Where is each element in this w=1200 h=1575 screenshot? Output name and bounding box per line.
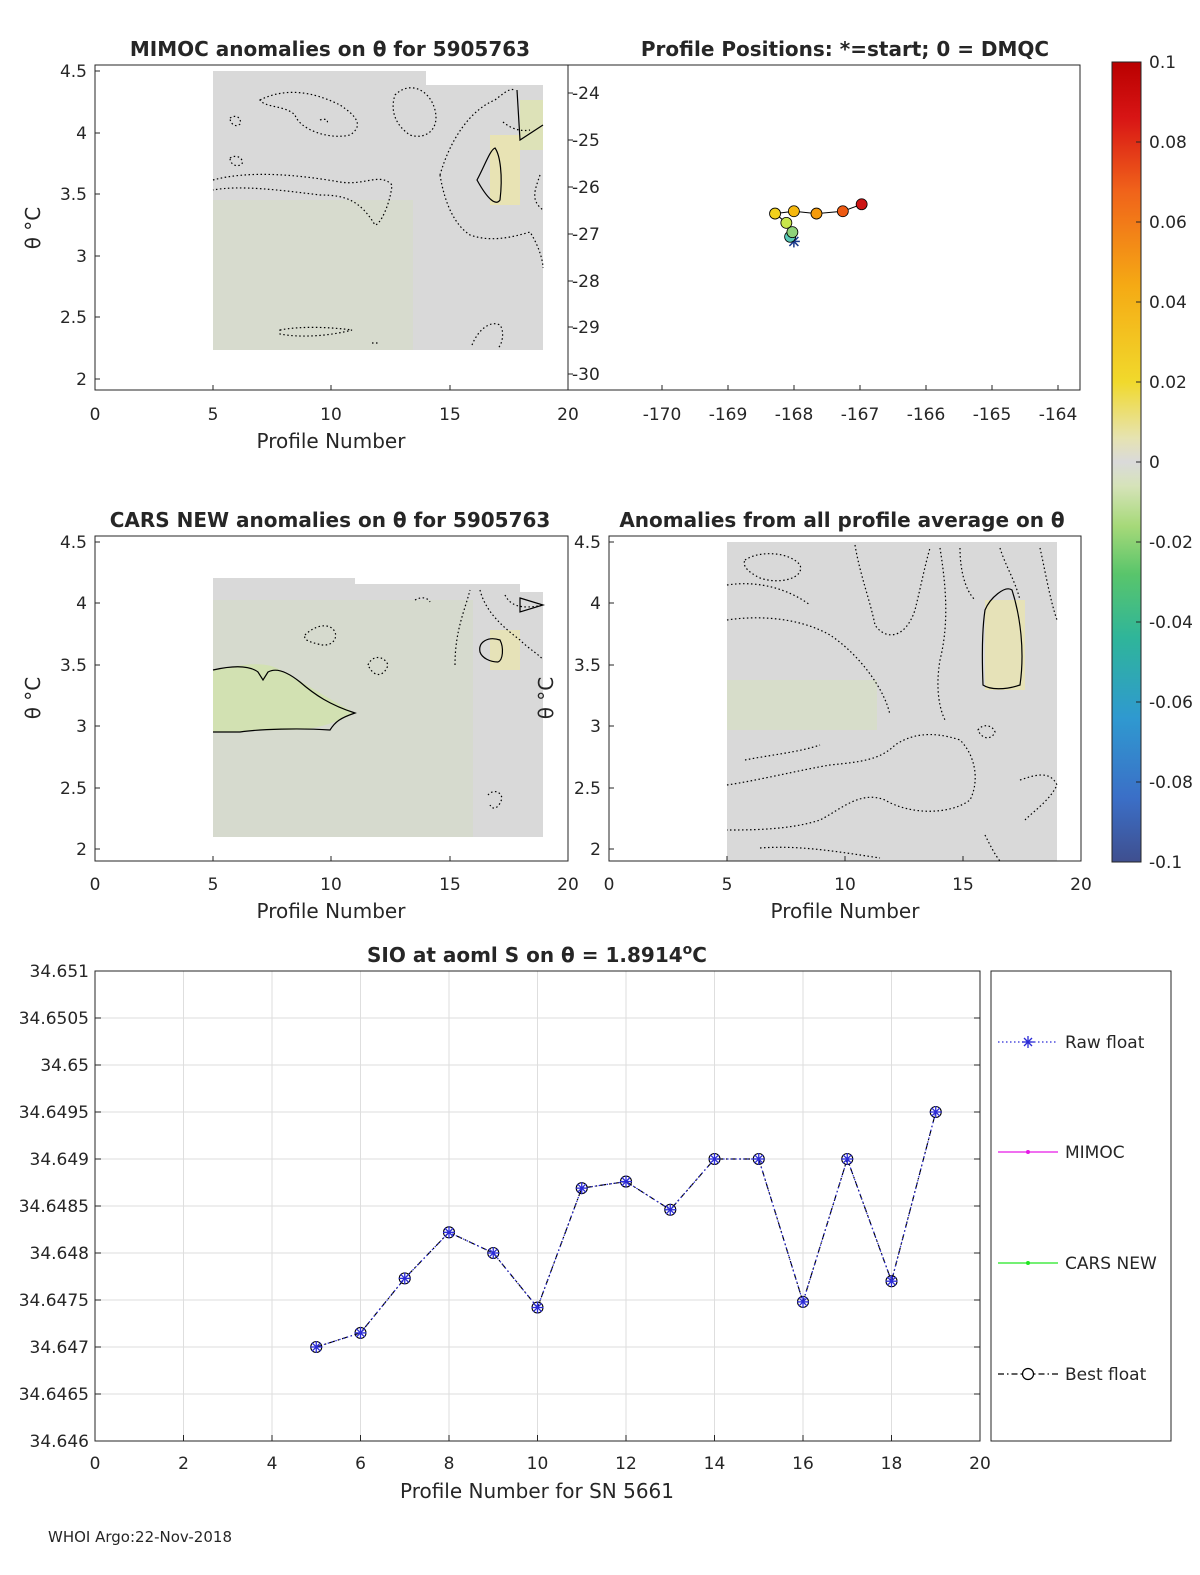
raw-float-point [443,1226,455,1238]
avg-ytick-4.5: 4.5 [573,533,601,553]
positions-ytick-28: -28 [572,272,600,292]
dot-marker-icon [1026,1150,1030,1154]
legend-best-float-label: Best float [1065,1365,1147,1385]
raw-float-point [664,1204,676,1216]
profile-position-point [770,208,781,219]
avg-xtick-10: 10 [834,875,856,895]
positions-ytick-27: -27 [572,225,600,245]
salinity-ytick-label: 34.651 [29,962,89,982]
mimoc-ytick-3: 3 [76,247,87,267]
cars-panel [21,508,579,923]
cars-xtick-5: 5 [207,875,219,895]
avg-ytick-3: 3 [590,717,601,737]
mimoc-positive-patch-2 [520,100,543,150]
circle-marker-icon [1023,1369,1034,1380]
salinity-ytick-label: 34.6505 [18,1009,89,1029]
mimoc-ytick-4.5: 4.5 [59,62,87,82]
cars-ytick-3: 3 [76,717,87,737]
raw-float-point [532,1302,544,1314]
cars-ylabel: θ °C [21,676,45,720]
salinity-xtick-label: 6 [355,1454,366,1474]
salinity-ytick-label: 34.646 [29,1432,89,1452]
positions-ytick-25: -25 [572,131,600,151]
positions-ytick-24: -24 [572,84,600,104]
cars-xlabel: Profile Number [256,899,406,923]
cars-positive-patch [490,630,520,670]
raw-float-point [753,1153,765,1165]
positions-ytick-30: -30 [572,365,600,385]
dot-marker-icon [1026,1261,1030,1265]
cars-xtick-15: 15 [439,875,461,895]
avg-title: Anomalies from all profile average on θ [619,508,1065,532]
mimoc-xlabel: Profile Number [256,429,406,453]
positions-xtick-165: -165 [972,405,1012,425]
salinity-ytick-label: 34.647 [29,1338,89,1358]
positions-plot-area [568,65,1080,390]
salinity-ytick-label: 34.6475 [18,1291,89,1311]
profile-position-point [837,206,848,217]
raw-float-point [797,1296,809,1308]
salinity-xtick-label: 16 [792,1454,814,1474]
positions-xtick-169: -169 [708,405,748,425]
cars-title: CARS NEW anomalies on θ for 5905763 [109,508,551,532]
legend-cars-new-label: CARS NEW [1065,1254,1157,1274]
colorbar-tick-0.06: 0.06 [1149,213,1187,233]
mimoc-ytick-4: 4 [76,124,87,144]
positions-xtick-167: -167 [840,405,880,425]
colorbar-tick-0.1: 0.1 [1149,53,1177,73]
legend-raw-float-label: Raw float [1065,1033,1145,1053]
avg-panel [534,508,1092,923]
mimoc-ytick-2: 2 [76,370,87,390]
avg-xtick-5: 5 [721,875,733,895]
raw-float-point [930,1106,942,1118]
salinity-title-unit: C [692,943,707,967]
salinity-xtick-label: 10 [526,1454,549,1474]
raw-float-point [355,1327,367,1339]
avg-ylabel: θ °C [534,676,558,720]
footer-credit: WHOI Argo:22-Nov-2018 [48,1528,232,1546]
salinity-xtick-label: 4 [266,1454,278,1474]
colorbar-tick-0.04: 0.04 [1149,293,1187,313]
cars-nodata-notch-2 [520,584,543,592]
profile-position-point [781,217,792,228]
positions-xtick-166: -166 [906,405,946,425]
positions-xtick-170: -170 [642,405,682,425]
cars-ytick-2.5: 2.5 [59,779,87,799]
colorbar-tick-0: 0 [1149,453,1160,473]
mimoc-ytick-2.5: 2.5 [59,308,87,328]
salinity-title [367,942,707,967]
positions-title: Profile Positions: *=start; 0 = DMQC [640,37,1050,61]
colorbar-tick-neg0.08: -0.08 [1149,773,1193,793]
colorbar-tick-0.02: 0.02 [1149,373,1187,393]
colorbar [1112,53,1193,873]
positions-xtick-168: -168 [774,405,814,425]
salinity-xtick-label: 0 [89,1454,101,1474]
salinity-ytick-label: 34.6485 [18,1197,89,1217]
salinity-xlabel: Profile Number for SN 5661 [399,1479,675,1503]
cars-ytick-4: 4 [76,594,87,614]
positions-xtick-164: -164 [1038,405,1078,425]
cars-ytick-2: 2 [76,840,87,860]
avg-ytick-3.5: 3.5 [573,656,601,676]
colorbar-tick-neg0.06: -0.06 [1149,693,1193,713]
salinity-xtick-label: 2 [178,1454,189,1474]
raw-float-point [841,1153,853,1165]
colorbar-tick-0.08: 0.08 [1149,133,1187,153]
salinity-ytick-label: 34.6495 [18,1103,89,1123]
mimoc-xtick-20: 20 [557,405,579,425]
mimoc-xtick-0: 0 [89,405,101,425]
legend-mimoc-label: MIMOC [1065,1143,1125,1163]
cars-nodata-notch [355,578,543,584]
salinity-panel [19,942,1171,1503]
avg-ytick-4: 4 [590,594,601,614]
salinity-xtick-label: 12 [615,1454,637,1474]
colorbar-tick-neg0.04: -0.04 [1149,613,1193,633]
mimoc-xtick-10: 10 [320,405,342,425]
positions-ytick-29: -29 [572,318,600,338]
salinity-xtick-label: 18 [880,1454,903,1474]
colorbar-tick-neg0.02: -0.02 [1149,533,1193,553]
positions-panel [568,37,1080,425]
colorbar-tick-neg0.1: -0.1 [1149,853,1183,873]
raw-float-point [709,1153,721,1165]
raw-float-point [399,1272,411,1284]
cars-xtick-10: 10 [320,875,342,895]
salinity-ytick-label: 34.6465 [18,1385,89,1405]
mimoc-ylabel: θ °C [21,206,45,250]
profile-position-point [856,199,867,210]
mimoc-title: MIMOC anomalies on θ for 5905763 [129,37,531,61]
cars-xtick-0: 0 [89,875,101,895]
salinity-xtick-label: 8 [443,1454,455,1474]
avg-light-green-patch [727,680,877,730]
avg-positive-patch [985,600,1025,690]
salinity-xtick-label: 14 [703,1454,726,1474]
raw-float-point [310,1341,322,1353]
raw-float-point [886,1275,898,1287]
profile-position-point [811,208,822,219]
mimoc-nodata-corner [426,71,543,85]
cars-ytick-4.5: 4.5 [59,533,87,553]
profile-position-point [788,206,799,217]
salinity-xtick-label: 20 [969,1454,991,1474]
raw-float-point [487,1247,499,1259]
avg-xtick-15: 15 [952,875,974,895]
positions-ytick-26: -26 [572,178,600,198]
avg-xlabel: Profile Number [770,899,920,923]
salinity-ytick-label: 34.649 [29,1150,89,1170]
avg-xtick-20: 20 [1070,875,1092,895]
salinity-title-main: SIO at aoml S on θ = 1.8914 [367,943,683,967]
avg-ytick-2.5: 2.5 [573,779,601,799]
avg-ytick-2: 2 [590,840,601,860]
raw-float-point [620,1176,632,1188]
mimoc-ytick-3.5: 3.5 [59,185,87,205]
salinity-title-degree: o [682,942,693,958]
mimoc-panel [21,37,579,453]
salinity-ytick-label: 34.648 [29,1244,89,1264]
avg-xtick-0: 0 [603,875,615,895]
mimoc-positive-patch [490,135,520,205]
salinity-ytick-label: 34.65 [40,1056,89,1076]
cars-ytick-3.5: 3.5 [59,656,87,676]
cars-xtick-20: 20 [557,875,579,895]
mimoc-xtick-15: 15 [439,405,461,425]
mimoc-xtick-5: 5 [207,405,219,425]
raw-float-point [576,1182,588,1194]
